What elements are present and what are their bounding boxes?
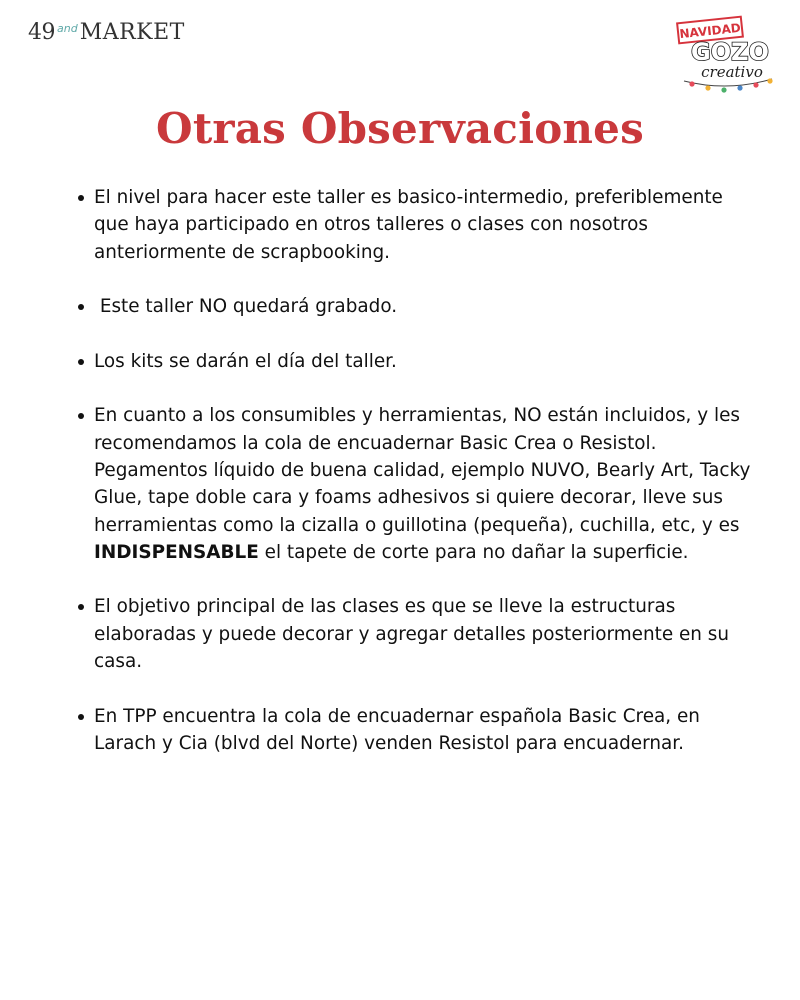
light-bulb-icon xyxy=(767,78,772,83)
list-item: El nivel para hacer este taller es basico-intermedio, preferiblemente que haya participado en otros talleres o clases con nosotros anteriormente de scrapbooking. xyxy=(94,184,754,266)
light-bulb-icon xyxy=(689,81,694,86)
logo-tag-text: NAVIDAD xyxy=(678,20,742,42)
light-bulb-icon xyxy=(705,85,710,90)
light-bulb-icon xyxy=(737,85,742,90)
list-item xyxy=(94,402,754,566)
list-item: Este taller NO quedará grabado. xyxy=(94,293,754,320)
list-item: En TPP encuentra la cola de encuadernar española Basic Crea, en Larach y Cia (blvd del Norte) venden Resistol para encuadernar. xyxy=(94,703,754,758)
gozo-creativo-logo xyxy=(672,14,782,94)
logo-sub-text: creativo xyxy=(701,63,763,81)
brand-number: 49 xyxy=(28,20,55,45)
light-bulb-icon xyxy=(753,82,758,87)
note-text-before: En cuanto a los consumibles y herramientas, NO están incluidos, y les recomendamos la cola de encuadernar Basic Crea o Resistol. Pegamentos líquido de buena calidad, ejemplo NUVO, Bearly Art, Tacky Glue, tape doble cara y foams adhesivos si quiere decorar, lleve sus herramientas como la cizalla o guillotina (pequeña), cuchilla, etc, y es xyxy=(94,405,751,536)
note-text-after: el tapete de corte para no dañar la superficie. xyxy=(258,541,689,563)
observations-list xyxy=(94,184,754,785)
page-title: Otras Observaciones xyxy=(156,104,644,153)
logo-name-text: GOZO xyxy=(691,38,769,66)
brand-and: and xyxy=(57,22,78,35)
light-bulb-icon xyxy=(721,87,726,92)
list-item: Los kits se darán el día del taller. xyxy=(94,348,754,375)
brand-market: MARKET xyxy=(79,20,185,45)
brand-logo-49-and-market xyxy=(28,20,185,45)
note-bold-emphasis: INDISPENSABLE xyxy=(94,541,259,563)
list-item: El objetivo principal de las clases es que se lleve la estructuras elaboradas y puede decorar y agregar detalles posteriormente en su casa. xyxy=(94,593,754,675)
